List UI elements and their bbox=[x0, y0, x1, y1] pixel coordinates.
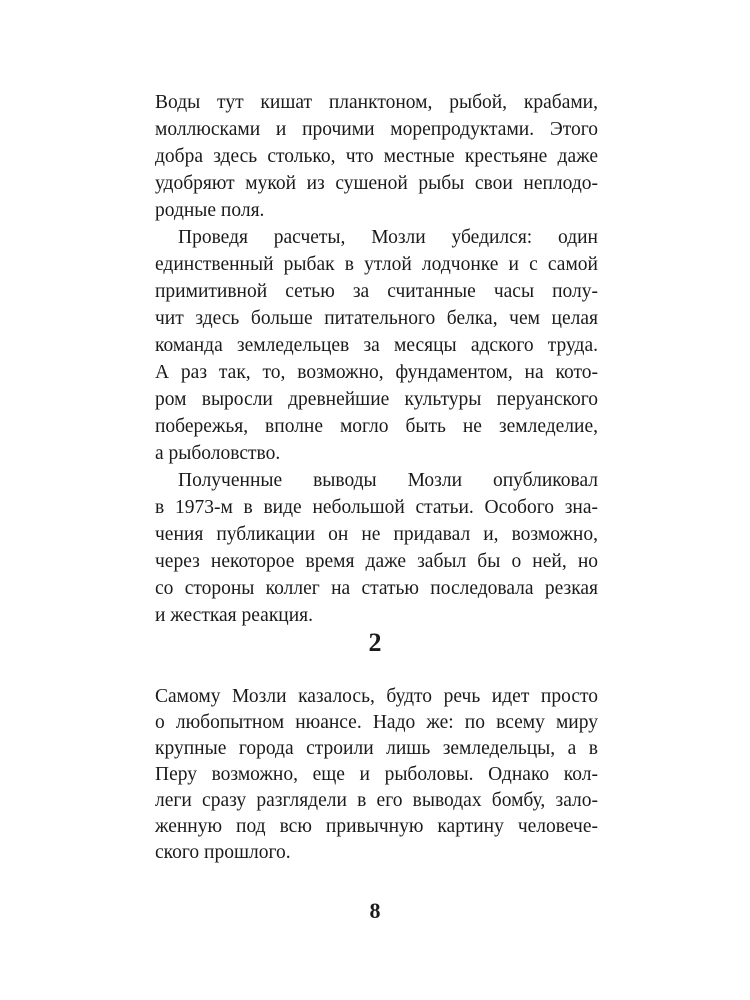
paragraph bbox=[155, 467, 598, 629]
page-number: 8 bbox=[369, 898, 381, 923]
text-line: со стороны коллег на статью последовала резкая bbox=[155, 578, 598, 599]
text-line: команда земледельцев за месяцы адского труда. bbox=[155, 335, 598, 356]
text-line: родные поля. bbox=[155, 200, 265, 221]
text-line: Полученные выводы Мозли опубликовал bbox=[178, 470, 598, 491]
text-line: Воды тут кишат планктоном, рыбой, крабами, bbox=[155, 92, 598, 113]
text-line: о любопытном нюансе. Надо же: по всему миру bbox=[155, 712, 598, 733]
text-line: чит здесь больше питательного белка, чем целая bbox=[155, 308, 598, 329]
text-line: Перу возможно, еще и рыболовы. Однако кол- bbox=[155, 764, 598, 785]
text-line: в 1973-м в виде небольшой статьи. Особого зна- bbox=[155, 497, 598, 518]
text-line: Проведя расчеты, Мозли убедился: один bbox=[178, 227, 598, 248]
text-line: добра здесь столько, что местные крестьяне даже bbox=[155, 146, 598, 167]
paragraph bbox=[155, 684, 598, 866]
text-line: крупные города строили лишь земледельцы, а в bbox=[155, 738, 598, 759]
paragraph bbox=[155, 224, 598, 467]
text-line: примитивной сетью за считанные часы полу- bbox=[155, 281, 598, 302]
text-line: А раз так, то, возможно, фундаментом, на кото- bbox=[155, 362, 598, 383]
text-line: удобряют мукой из сушеной рыбы свои неплодо- bbox=[155, 173, 598, 194]
text-line: женную под всю привычную картину человече- bbox=[155, 816, 598, 837]
text-line: единственный рыбак в утлой лодчонке и с самой bbox=[155, 254, 598, 275]
text-line: побережья, вполне могло быть не земледелие, bbox=[155, 416, 598, 437]
text-line: и жесткая реакция. bbox=[155, 605, 314, 626]
text-block-before-heading bbox=[155, 89, 598, 629]
text-line: а рыболовство. bbox=[155, 443, 281, 464]
text-block-after-heading bbox=[155, 684, 598, 866]
text-line: леги сразу разглядели в его выводах бомбу, зало- bbox=[155, 790, 598, 811]
paragraph bbox=[155, 89, 598, 224]
text-line: моллюсками и прочими морепродуктами. Этого bbox=[155, 119, 598, 140]
text-line: ского прошлого. bbox=[155, 842, 291, 863]
text-line: через некоторое время даже забыл бы о ней, но bbox=[155, 551, 598, 572]
text-line: чения публикации он не придавал и, возможно, bbox=[155, 524, 598, 545]
text-line: ром выросли древнейшие культуры перуанского bbox=[155, 389, 598, 410]
section-heading: 2 bbox=[368, 628, 382, 657]
text-line: Самому Мозли казалось, будто речь идет просто bbox=[155, 686, 598, 707]
